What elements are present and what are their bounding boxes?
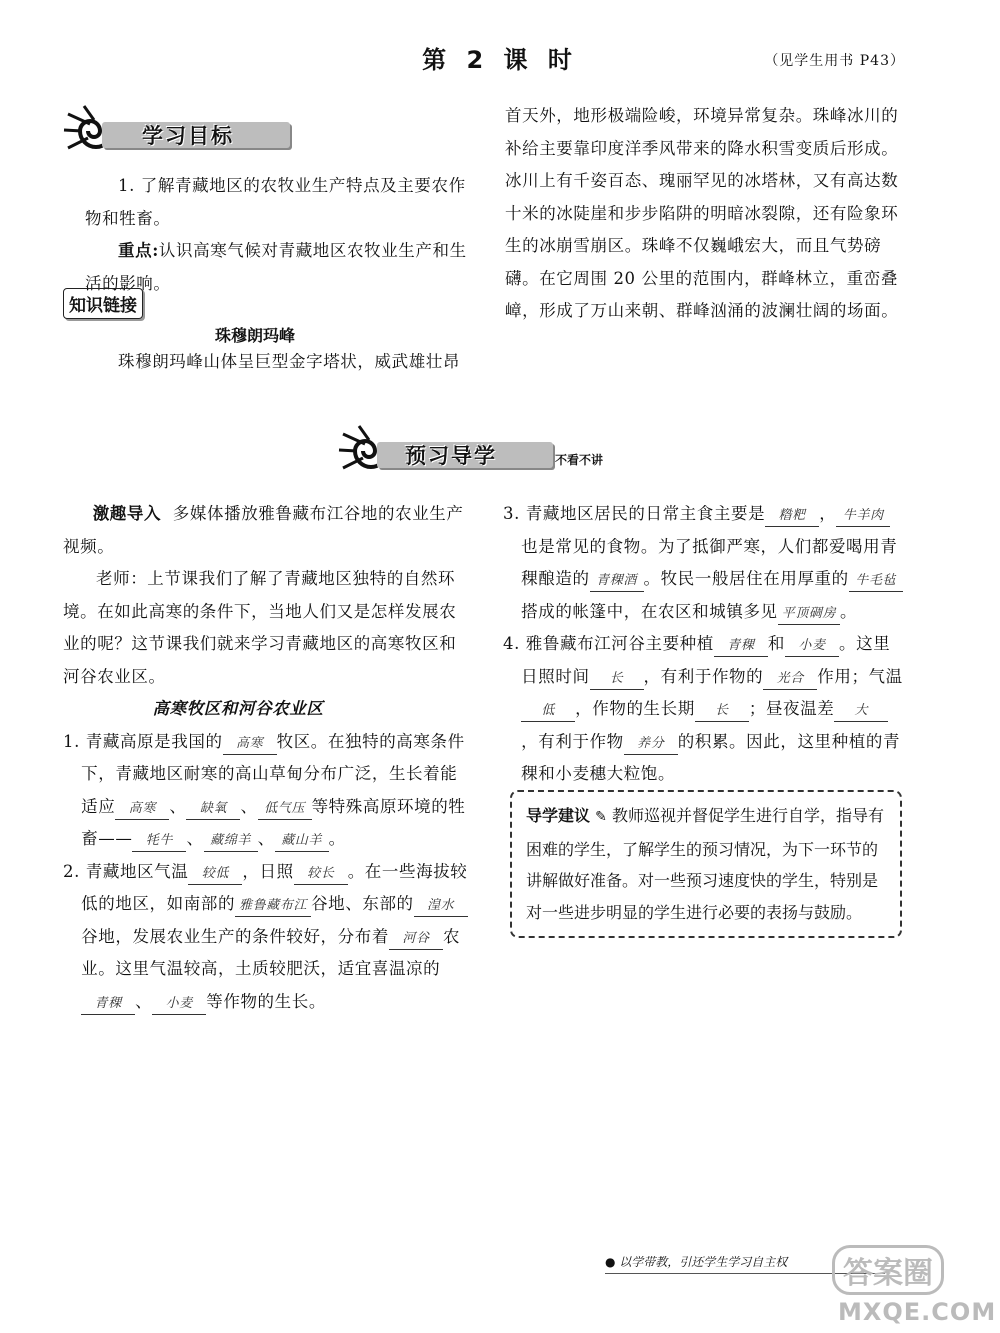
answer-blank: 高寒 xyxy=(223,734,277,755)
key-point-label: 重点: xyxy=(118,241,159,260)
preview-right-column xyxy=(503,498,905,791)
preview-left-column xyxy=(63,498,473,1018)
answer-blank: 大 xyxy=(834,701,888,722)
question-4: 4. 雅鲁藏布江河谷主要种植 青稞 和 小麦 。这里日照时间 长 ，有利于作物的 光合 作用；气温低 ，作物的生长期 长 ；昼夜温差 大，有利于作物 养分 的积累。因此，这里种植的青稞和小麦穗大粒饱。 xyxy=(503,634,903,783)
answer-blank: 缺氧 xyxy=(186,799,240,820)
answer-blank: 长 xyxy=(695,701,749,722)
question-1: 1. 青藏高原是我国的 高寒 牧区。在独特的高寒条件下，青藏地区耐寒的高山草甸分布广泛，生长着能适应 高寒 、 缺氧 、 低气压 等特殊高原环境的牲畜—— 牦牛 、 藏绵羊 、 藏山羊 。 xyxy=(63,726,473,856)
learning-goals-content xyxy=(85,170,470,300)
article-title: 珠穆朗玛峰 xyxy=(215,326,296,345)
teaching-suggestion-label: 导学建议 xyxy=(526,806,591,825)
teaching-suggestion-box xyxy=(510,790,902,938)
knowledge-link-box: 知识链接 xyxy=(63,288,143,319)
question-3: 3. 青藏地区居民的日常主食主要是 糌粑 ， 牛羊肉也是常见的食物。为了抵御严寒，人们都爱喝用青稞酿造的 青稞酒 。牧民一般居住在用厚重的 牛毛毡搭成的帐篷中，在农区和城镇多见 平顶碉房 。 xyxy=(503,498,905,628)
watermark-logo: 答案圈 xyxy=(832,1245,944,1295)
answer-blank: 青稞 xyxy=(81,994,135,1015)
answer-blank: 小麦 xyxy=(785,636,839,657)
article-continued xyxy=(505,100,905,328)
answer-blank: 高寒 xyxy=(115,799,169,820)
reference-note: （见学生用书 P43） xyxy=(764,53,905,69)
preview-guide-label: 预习导学 xyxy=(405,444,497,468)
page-title: 第 2 课 时 xyxy=(422,46,578,74)
preview-guide-banner xyxy=(335,420,635,482)
teaching-suggestion-text: 教师巡视并督促学生进行自学，指导有困难的学生，了解学生的预习情况，为下一环节的讲解做好准备。对一些预习速度快的学生，特别是对一些进步明显的学生进行必要的表扬与鼓励。 xyxy=(526,806,884,922)
answer-blank: 低 xyxy=(521,701,575,722)
answer-blank: 雅鲁藏布江 xyxy=(235,896,311,917)
answer-blank: 青稞 xyxy=(714,636,768,657)
answer-blank: 长 xyxy=(590,669,644,690)
answer-blank: 低气压 xyxy=(258,799,312,820)
footer-slogan: ● 以学带教，引还学生学习自主权 xyxy=(605,1255,788,1269)
answer-blank: 湟水 xyxy=(414,896,468,917)
subheading: 高寒牧区和河谷农业区 xyxy=(152,699,324,718)
question-2: 2. 青藏地区气温 较低 ，日照 较长 。在一些海拔较低的地区，如南部的 雅鲁藏布江 谷地、东部的 湟水谷地，发展农业生产的条件较好，分布着 河谷 农业。这里气温较高，土质较肥沃，适宜喜温凉的青稞 、 小麦 等作物的生长。 xyxy=(63,856,473,1019)
answer-blank: 牛毛毡 xyxy=(849,571,903,592)
intro-label: 激趣导入 xyxy=(92,504,162,523)
answer-blank: 较长 xyxy=(294,864,348,885)
article-paragraph-continued: 首天外，地形极端险峻，环境异常复杂。珠峰冰川的补给主要靠印度洋季风带来的降水积雪变质后形成。冰川上有千姿百态、瑰丽罕见的冰塔林，又有高达数十米的冰陡崖和步步陷阱的明暗冰裂隙，还有险象环生的冰崩雪崩区。珠峰不仅巍峨宏大，而且气势磅礴。在它周围 20 公里的范围内，群峰林立，重峦叠嶂，形成了万山来朝、群峰汹涌的波澜壮阔的场面。 xyxy=(505,106,899,320)
answer-blank: 较低 xyxy=(188,864,242,885)
answer-blank: 养分 xyxy=(624,734,678,755)
answer-blank: 牛羊肉 xyxy=(836,506,890,527)
answer-blank: 青稞酒 xyxy=(590,571,644,592)
learning-goals-label: 学习目标 xyxy=(142,124,234,148)
pencil-icon: ✎ xyxy=(595,809,607,825)
answer-blank: 牦牛 xyxy=(132,831,186,852)
answer-blank: 藏绵羊 xyxy=(204,831,258,852)
goal-text: 1. 了解青藏地区的农牧业生产特点及主要农作物和牲畜。 xyxy=(85,176,466,228)
key-point-text: 认识高寒气候对青藏地区农牧业生产和生活的影响。 xyxy=(85,241,467,293)
intro-text: 多媒体播放雅鲁藏布江谷地的农业生产视频。 xyxy=(63,504,464,556)
answer-blank: 小麦 xyxy=(152,994,206,1015)
teacher-text: 老师：上节课我们了解了青藏地区独特的自然环境。在如此高寒的条件下，当地人们又是怎样发展农业的呢？这节课我们就来学习青藏地区的高寒牧区和河谷农业区。 xyxy=(63,569,457,686)
answer-blank: 光合 xyxy=(763,669,817,690)
watermark-url: MXQE.COM xyxy=(838,1298,997,1326)
preview-guide-note: 不看不讲 xyxy=(555,453,604,467)
article-paragraph-start: 珠穆朗玛峰山体呈巨型金字塔状，威武雄壮昂 xyxy=(118,352,460,371)
answer-blank: 河谷 xyxy=(389,929,443,950)
answer-blank: 糌粑 xyxy=(765,506,819,527)
answer-blank: 平顶碉房 xyxy=(778,604,840,625)
article-intro xyxy=(85,346,470,379)
learning-goals-banner xyxy=(60,100,290,162)
answer-blank: 藏山羊 xyxy=(275,831,329,852)
